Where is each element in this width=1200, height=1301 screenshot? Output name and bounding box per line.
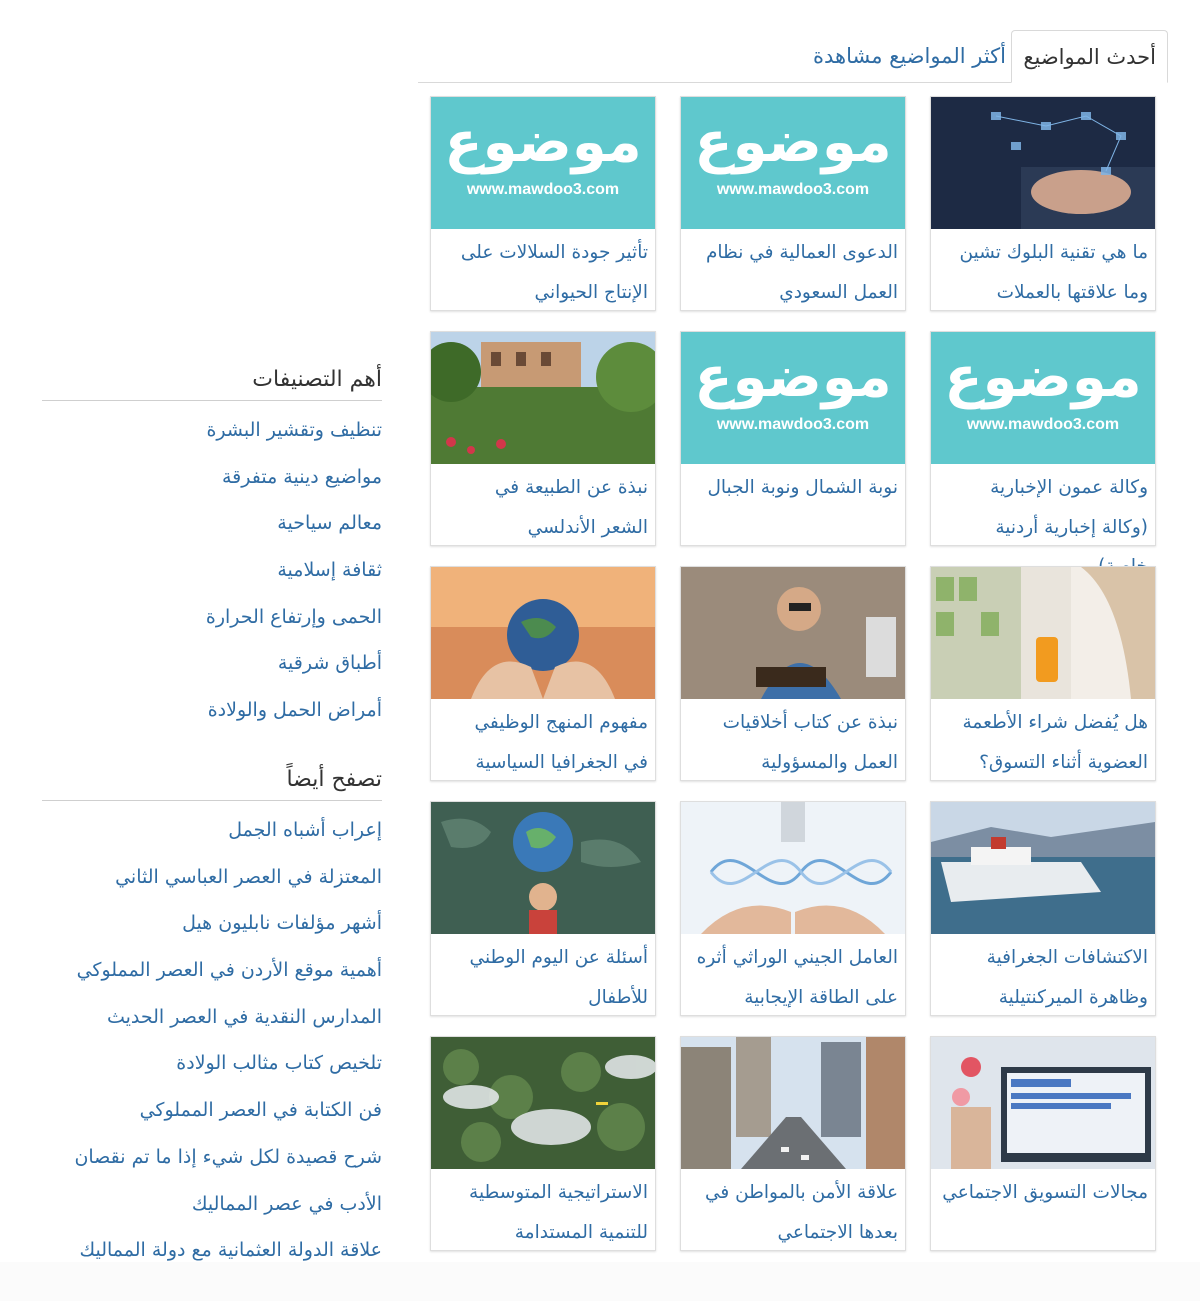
browse-link[interactable]: أهمية موقع الأردن في العصر المملوكي [76,959,382,982]
article-title-line: العمل والمسؤولية [761,751,898,773]
article-title-line: تأثير جودة السلالات على [460,242,648,263]
blockchain-laptop-photo [931,97,1155,229]
article-title-line: أسئلة عن اليوم الوطني [469,947,648,968]
article-title-link[interactable] [441,233,648,312]
browse-link[interactable]: شرح قصيدة لكل شيء إذا ما تم نقصان [74,1145,382,1168]
article-card[interactable] [680,566,906,781]
article-title-line: (وكالة إخبارية أردنية [995,516,1148,538]
logo-url-text: www.mawdoo3.com [466,181,620,198]
browse-also-heading: تصفح أيضاً [42,760,382,801]
article-title-line: العمل السعودي [779,281,898,303]
article-thumbnail[interactable] [681,567,905,699]
browse-link[interactable]: المعتزلة في العصر العباسي الثاني [115,865,382,888]
article-title-link[interactable] [691,1173,898,1252]
article-card[interactable] [930,566,1156,781]
article-title-link[interactable] [941,233,1148,312]
article-card[interactable] [430,96,656,311]
browse-link[interactable]: إعراب أشباه الجمل [228,819,382,841]
child-holding-globe-photo [431,802,655,934]
article-thumbnail[interactable] [931,802,1155,934]
article-title-line: نبذة عن كتاب أخلاقيات [722,712,898,733]
article-thumbnail[interactable] [931,567,1155,699]
man-reading-book-photo [681,567,905,699]
article-title-line: العضوية أثناء التسوق؟ [979,751,1148,773]
logo-arabic-text: موضوع [694,110,892,175]
category-link[interactable]: أمراض الحمل والولادة [207,699,382,722]
article-card[interactable] [680,331,906,546]
article-card[interactable] [930,801,1156,1016]
mawdoo3-logo-image[interactable] [681,97,905,229]
article-card[interactable] [930,96,1156,311]
article-title-line: الدعوى العمالية في نظام [705,242,898,263]
browse-link[interactable]: فن الكتابة في العصر المملوكي [139,1099,382,1122]
social-media-laptop-photo [931,1037,1155,1169]
article-title-line: الشعر الأندلسي [527,516,648,538]
mawdoo3-logo-image[interactable] [431,97,655,229]
article-title-link[interactable] [441,468,648,547]
topics-tabs [418,30,1168,83]
article-title-link[interactable] [941,703,1148,782]
article-title-line: نبذة عن الطبيعة في [494,477,648,498]
article-title-line: نوبة الشمال ونوبة الجبال [707,477,898,498]
article-title-line: على الطاقة الإيجابية [744,986,898,1008]
article-title-line: مجالات التسويق الاجتماعي [942,1182,1148,1203]
article-thumbnail[interactable] [431,567,655,699]
logo-url-text: www.mawdoo3.com [716,181,870,198]
article-card[interactable] [430,566,656,781]
article-thumbnail[interactable] [681,802,905,934]
article-card[interactable] [680,96,906,311]
andalusian-garden-photo [431,332,655,464]
category-link[interactable]: مواضيع دينية متفرقة [221,465,382,488]
browse-also-section [42,760,382,1274]
tab-most-viewed-topics[interactable]: أكثر المواضيع مشاهدة [813,44,1006,68]
article-title-link[interactable] [441,938,648,1017]
page-bottom-fade [0,1262,1200,1301]
globe-in-hands-photo [431,567,655,699]
article-title-link[interactable] [691,938,898,1017]
article-card[interactable] [930,1036,1156,1251]
ship-harbor-photo [931,802,1155,934]
article-title-line: وكالة عمون الإخبارية [990,477,1148,498]
article-thumbnail[interactable] [431,332,655,464]
mawdoo3-logo-image[interactable] [931,332,1155,464]
top-categories-heading: أهم التصنيفات [42,360,382,401]
article-title-line: العامل الجيني الوراثي أثره [696,947,898,968]
article-title-line: ما هي تقنية البلوك تشين [959,242,1148,263]
article-title-link[interactable] [941,1173,1148,1213]
tab-latest-topics[interactable]: أحدث المواضيع [1011,30,1168,83]
article-title-line: الاكتشافات الجغرافية [986,947,1148,968]
article-title-line: للتنمية المستدامة [514,1221,648,1243]
article-thumbnail[interactable] [931,97,1155,229]
forest-aerial-photo [431,1037,655,1169]
article-thumbnail[interactable] [681,1037,905,1169]
city-street-photo [681,1037,905,1169]
category-link[interactable]: أطباق شرقية [277,652,382,675]
article-title-link[interactable] [441,1173,648,1252]
category-link[interactable]: ثقافة إسلامية [277,559,382,582]
logo-url-text: www.mawdoo3.com [966,416,1120,433]
browse-link[interactable]: تلخيص كتاب مثالب الولادة [176,1052,382,1075]
top-categories-section [42,360,382,734]
browse-link[interactable]: أشهر مؤلفات نابليون هيل [182,912,382,935]
article-title-link[interactable] [691,233,898,312]
article-title-line: الاستراتيجية المتوسطية [469,1182,648,1203]
browse-link[interactable]: المدارس النقدية في العصر الحديث [106,1005,382,1028]
dna-hands-photo [681,802,905,934]
category-link[interactable]: تنظيف وتقشير البشرة [206,419,382,441]
article-title-link[interactable] [441,703,648,782]
logo-arabic-text: موضوع [444,110,642,175]
article-title-line: مفهوم المنهج الوظيفي [474,712,648,733]
article-card[interactable] [430,801,656,1016]
article-card[interactable] [930,331,1156,546]
article-title-line: علاقة الأمن بالمواطن في [704,1182,898,1203]
article-thumbnail[interactable] [431,1037,655,1169]
browse-link[interactable]: علاقة الدولة العثمانية مع دولة المماليك [79,1239,382,1262]
article-card[interactable] [430,331,656,546]
article-title-line: وما علاقتها بالعملات [996,281,1148,303]
browse-link[interactable]: الأدب في عصر المماليك [191,1192,382,1215]
article-card[interactable] [680,1036,906,1251]
article-title-line: للأطفال [588,986,648,1008]
article-title-line: وظاهرة الميركنتيلية [998,986,1148,1008]
logo-url-text: www.mawdoo3.com [716,416,870,433]
article-title-link[interactable] [691,703,898,782]
article-card[interactable] [680,801,906,1016]
category-link[interactable]: معالم سياحية [277,512,382,535]
mawdoo3-logo-image[interactable] [681,332,905,464]
article-thumbnail[interactable] [931,1037,1155,1169]
article-title-line: بعدها الاجتماعي [777,1221,898,1243]
category-link[interactable]: الحمى وإرتفاع الحرارة [205,605,382,628]
logo-arabic-text: موضوع [944,345,1142,410]
article-title-line: الإنتاج الحيواني [534,281,648,303]
article-title-link[interactable] [691,468,898,508]
article-title-line: في الجغرافيا السياسية [475,751,648,773]
article-thumbnail[interactable] [431,802,655,934]
article-card[interactable] [430,1036,656,1251]
article-title-line: هل يُفضل شراء الأطعمة [962,712,1148,733]
article-title-link[interactable] [941,938,1148,1017]
grocery-shopping-photo [931,567,1155,699]
logo-arabic-text: موضوع [694,345,892,410]
